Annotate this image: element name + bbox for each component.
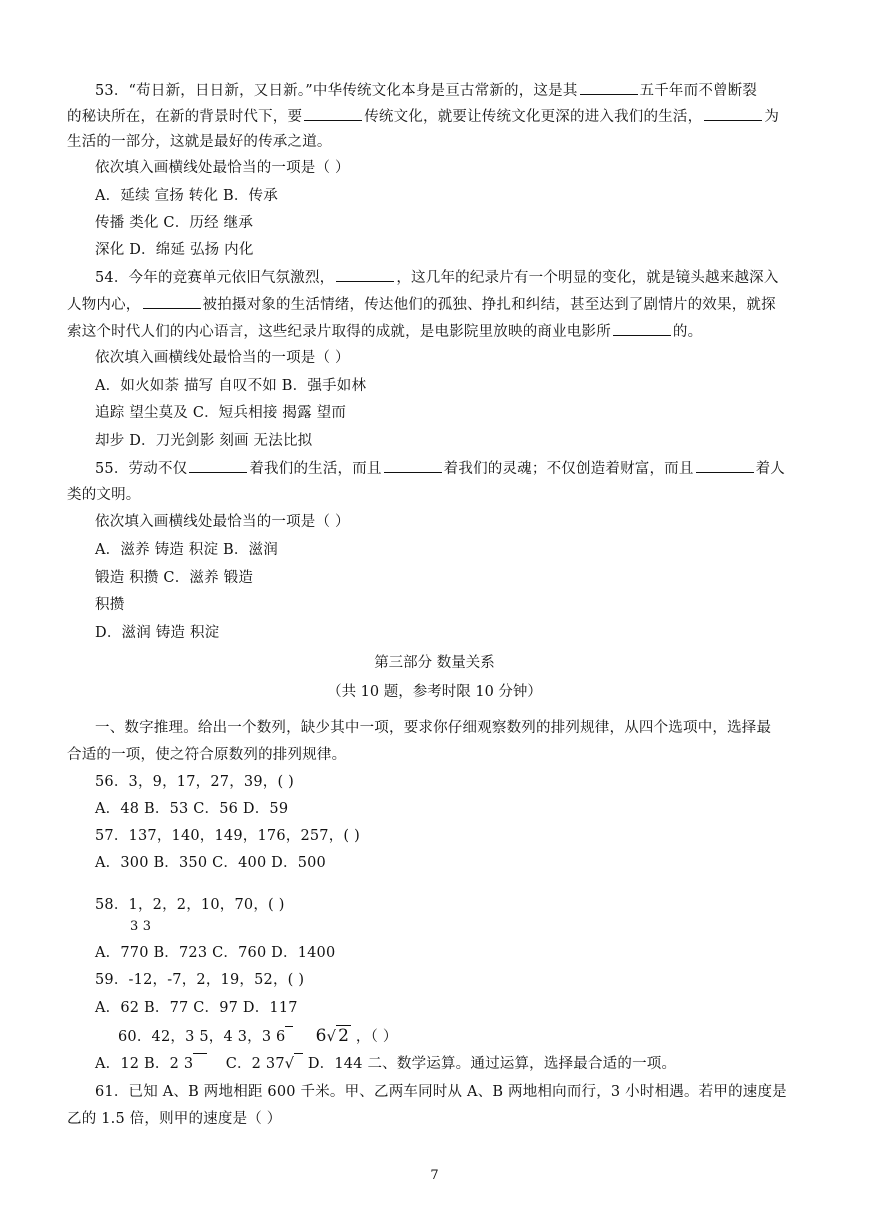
text: 54．今年的竞赛单元依旧气氛激烈， — [95, 270, 335, 286]
sqrt-icon: √ — [284, 1056, 295, 1072]
q53-options-3: 深化 D．绵延 弘扬 内化 — [95, 242, 254, 258]
q53-line-3: 生活的一部分，这就是最好的传承之道。 — [67, 134, 332, 150]
q54-options-1: A．如火如荼 描写 自叹不如 B．强手如林 — [95, 378, 367, 394]
text: 的秘诀所在，在新的背景时代下，要 — [67, 109, 303, 125]
blank — [304, 106, 362, 121]
q56-stem: 56．3，9，17，27，39，( ) — [95, 774, 294, 790]
text: 传统文化，就要让传统文化更深的进入我们的生活， — [364, 109, 703, 125]
q54-line-3 — [67, 321, 702, 342]
q55-line-1 — [95, 458, 785, 479]
q58-options: A．770 B．723 C．760 D．1400 — [95, 945, 336, 961]
q54-options-3: 却步 D．刀光剑影 刻画 无法比拟 — [95, 433, 313, 449]
text: 着我们的生活，而且 — [249, 461, 382, 477]
sqrt-sign — [193, 1053, 207, 1074]
q57-stem: 57．137，140，149，176，257，( ) — [95, 828, 360, 844]
q59-options: A．62 B．77 C．97 D．117 — [95, 1000, 298, 1016]
blank — [143, 294, 201, 309]
q55-prompt: 依次填入画横线处最恰当的一项是（ ） — [95, 514, 350, 530]
section-intro-2: 合适的一项，使之符合原数列的排列规律。 — [67, 747, 347, 763]
q59-stem: 59．-12，-7，2，19，52，( ) — [95, 972, 305, 988]
q61-line-2: 乙的 1.5 倍，则甲的速度是（ ） — [67, 1111, 282, 1127]
q55-options-4: D．滋润 铸造 积淀 — [95, 625, 220, 641]
q56-options: A．48 B．53 C．56 D．59 — [95, 801, 289, 817]
q54-line-2 — [67, 294, 776, 315]
section-subtitle: （共 10 题，参考时限 10 分钟） — [327, 684, 542, 700]
q58-stem: 58．1，2，2，10，70，( ) — [95, 897, 285, 913]
text: ，（ ） — [355, 1029, 398, 1045]
sqrt-sign — [294, 1053, 303, 1074]
section-title: 第三部分 数量关系 — [374, 655, 495, 671]
section-intro-1: 一、数字推理。给出一个数列，缺少其中一项，要求你仔细观察数列的排列规律，从四个选项中，选择最 — [95, 720, 772, 736]
text: 55．劳动不仅 — [95, 461, 188, 477]
text: 五千年而不曾断裂 — [639, 83, 758, 99]
q57-options: A．300 B．350 C．400 D．500 — [95, 855, 326, 871]
blank — [696, 458, 754, 473]
blank — [613, 321, 671, 336]
radicand: 2 — [338, 1026, 350, 1046]
q53-prompt: 依次填入画横线处最恰当的一项是（ ） — [95, 160, 350, 176]
text: C．2 37 — [225, 1056, 285, 1072]
text: D．144 二、数学运算。通过运算，选择最合适的一项。 — [307, 1056, 677, 1072]
sqrt-icon: √ — [326, 1029, 337, 1045]
q54-options-2: 追踪 望尘莫及 C．短兵相接 揭露 望而 — [95, 405, 347, 421]
q54-prompt: 依次填入画横线处最恰当的一项是（ ） — [95, 350, 350, 366]
text: 着我们的灵魂；不仅创造着财富，而且 — [443, 461, 694, 477]
text: A．12 B．2 3 — [95, 1056, 194, 1072]
text: 60．42，3 5，4 3，3 6 — [118, 1029, 286, 1045]
q60-options — [95, 1053, 676, 1074]
text: ，这几年的纪录片有一个明显的变化，就是镜头越来越深入 — [396, 270, 779, 286]
q61-line-1: 61．已知 A、B 两地相距 600 千米。甲、乙两车同时从 A、B 两地相向而行，3 小时相遇。若甲的速度是 — [95, 1084, 787, 1100]
text: 6 — [315, 1026, 327, 1046]
q53-options-1: A．延续 宣扬 转化 B．传承 — [95, 188, 278, 204]
q55-options-1: A．滋养 铸造 积淀 B．滋润 — [95, 542, 278, 558]
q55-options-2: 锻造 积攒 C．滋养 锻造 — [95, 570, 254, 586]
q53-options-2: 传播 类化 C．历经 继承 — [95, 215, 254, 231]
text: 索这个时代人们的内心语言，这些纪录片取得的成就，是电影院里放映的商业电影所 — [67, 324, 611, 340]
q53-line-2 — [67, 106, 779, 127]
text: 被拍摄对象的生活情绪，传达他们的孤独、挣扎和纠结，甚至达到了剧情片的效果，就探 — [202, 297, 776, 313]
blank — [336, 267, 394, 282]
text: 53．“苟日新，日日新，又日新。”中华传统文化本身是亘古常新的，这是其 — [95, 83, 578, 99]
page-number: 7 — [430, 1168, 439, 1183]
q55-line-2: 类的文明。 — [67, 487, 141, 503]
blank — [384, 458, 442, 473]
blank — [580, 80, 638, 95]
q60-stem — [118, 1025, 398, 1047]
sqrt-sign — [285, 1026, 292, 1047]
q55-options-3: 积攒 — [95, 597, 125, 613]
text: 着人 — [755, 461, 785, 477]
text: 的。 — [672, 324, 703, 340]
blank — [704, 106, 762, 121]
blank — [189, 458, 247, 473]
q58-fraction-denominators: 3 3 — [130, 919, 152, 934]
q54-line-1 — [95, 267, 779, 288]
q53-line-1 — [95, 80, 757, 101]
text: 为 — [764, 109, 780, 125]
text: 人物内心， — [67, 297, 141, 313]
